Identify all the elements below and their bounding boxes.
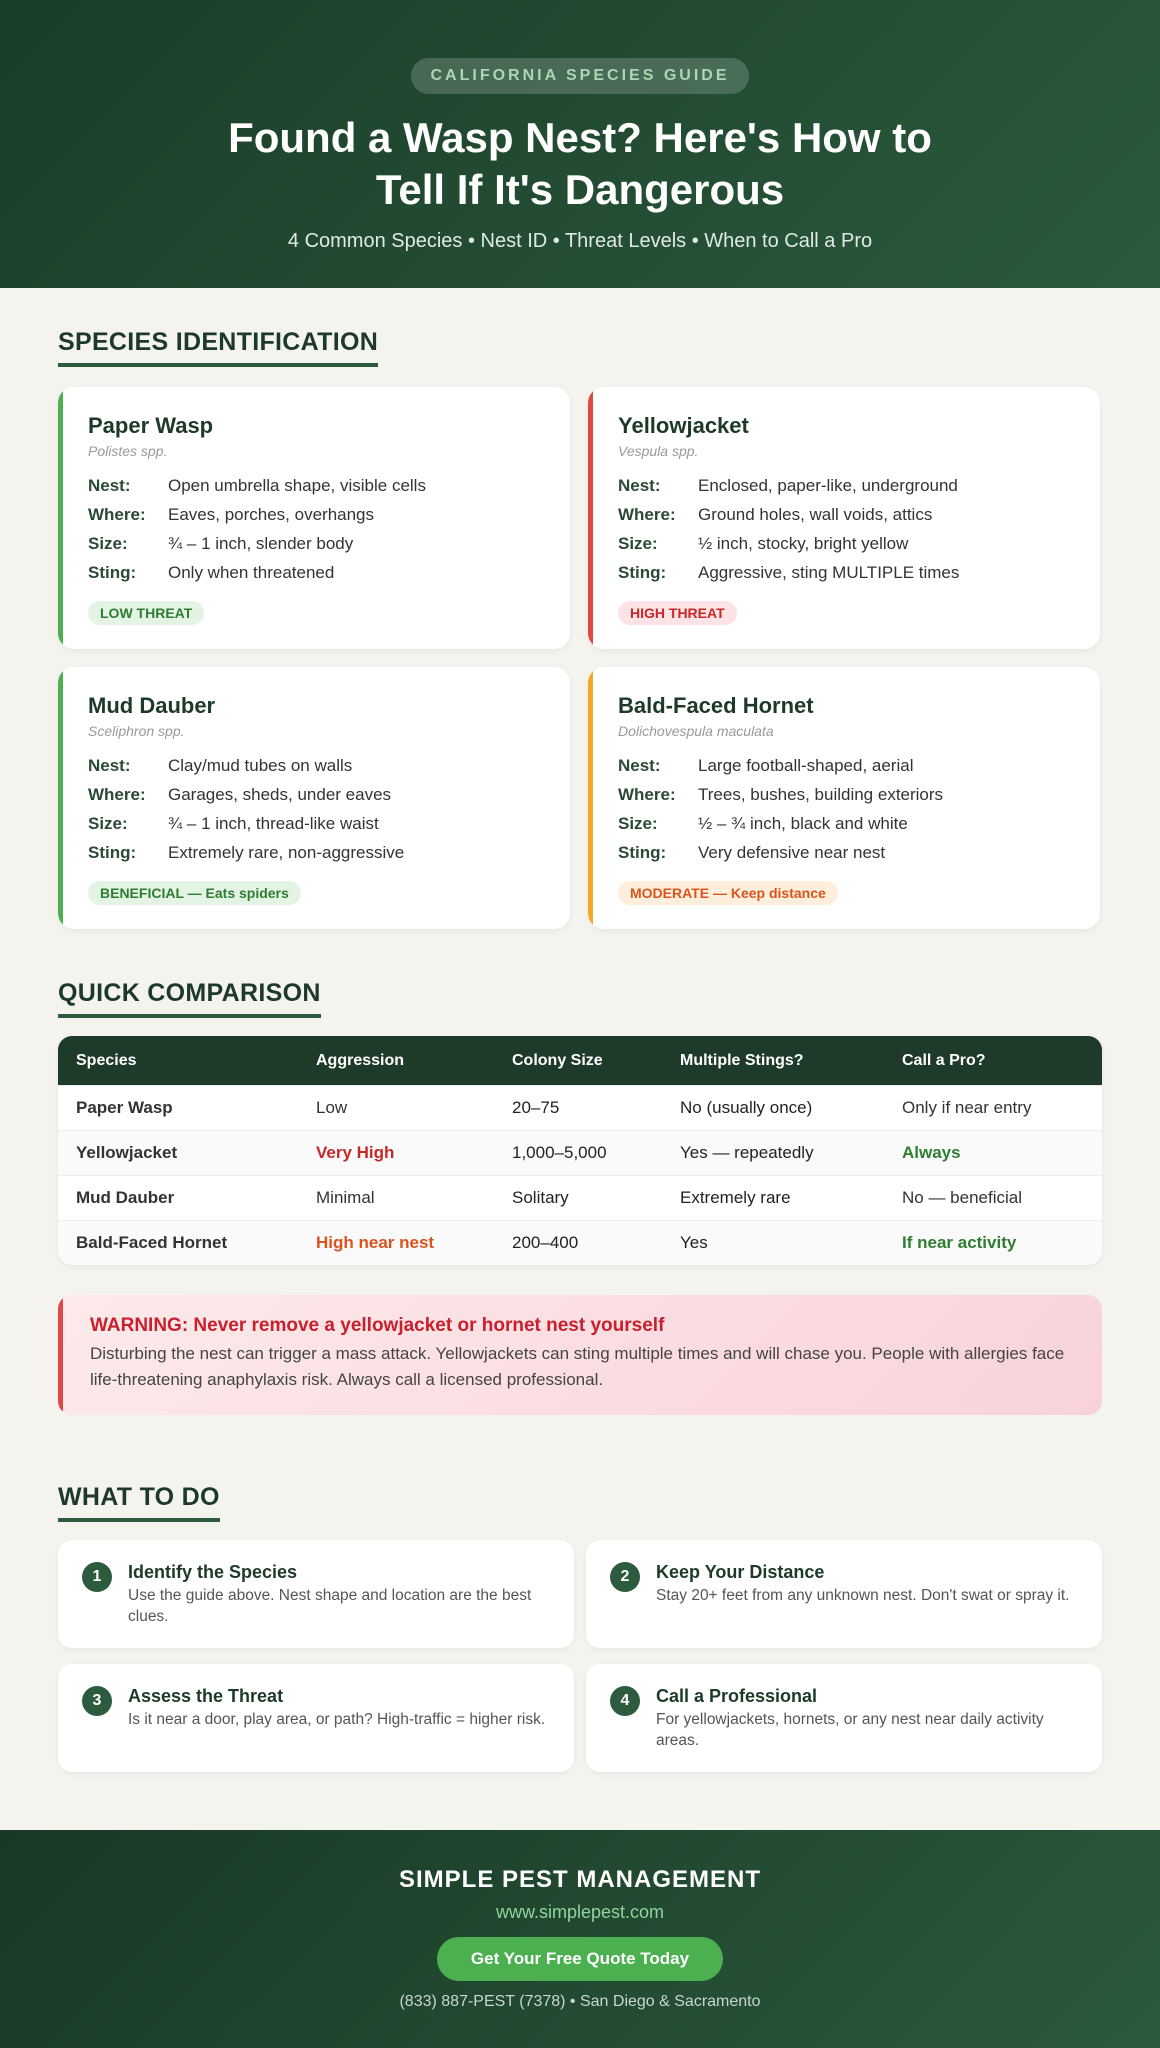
detail-label: Nest: — [618, 476, 661, 495]
detail-label: Nest: — [618, 756, 661, 775]
detail-value: ½ – ¾ inch, black and white — [698, 814, 908, 833]
step-number-badge: 1 — [82, 1562, 112, 1592]
step-description: Is it near a door, play area, or path? High-traffic = higher risk. — [128, 1711, 546, 1728]
todo-section-title: WHAT TO DO — [58, 1483, 220, 1522]
detail-label: Sting: — [88, 843, 137, 862]
table-cell-stings: Yes — [680, 1233, 708, 1252]
species-section-title: SPECIES IDENTIFICATION — [58, 328, 378, 367]
company-name: SIMPLE PEST MANAGEMENT — [398, 1866, 762, 1893]
species-details — [618, 471, 1072, 587]
table-cell-stings: Yes — repeatedly — [680, 1143, 814, 1162]
step-card — [58, 1540, 574, 1648]
threat-badge: BENEFICIAL — Eats spiders — [88, 881, 301, 905]
detail-value: Only when threatened — [168, 563, 335, 582]
step-title: Call a Professional — [656, 1686, 818, 1706]
table-cell-species: Bald-Faced Hornet — [76, 1233, 228, 1252]
detail-value: Garages, sheds, under eaves — [168, 785, 392, 804]
step-title: Keep Your Distance — [656, 1562, 825, 1582]
species-name: Mud Dauber — [88, 693, 216, 718]
step-description: Use the guide above. Nest shape and location are the best clues. — [128, 1587, 532, 1625]
warning-title: WARNING: Never remove a yellowjacket or hornet nest yourself — [90, 1315, 665, 1336]
detail-value: Open umbrella shape, visible cells — [168, 476, 426, 495]
table-cell-call-pro: If near activity — [902, 1233, 1017, 1252]
step-title: Identify the Species — [128, 1562, 298, 1582]
table-cell-stings: Extremely rare — [680, 1188, 791, 1207]
warning-body: Disturbing the nest can trigger a mass attack. Yellowjackets can sting multiple times and will chase you. People with allergies face life-threatening anaphylaxis risk. Always call a licensed professional. — [90, 1344, 1065, 1389]
table-cell-call-pro: Always — [902, 1143, 961, 1162]
table-cell-colony: Solitary — [512, 1188, 569, 1207]
page-subtitle: 4 Common Species • Nest ID • Threat Levels • When to Call a Pro — [287, 230, 873, 252]
table-header-cell: Colony Size — [512, 1051, 603, 1069]
step-description: For yellowjackets, hornets, or any nest near daily activity areas. — [656, 1711, 1044, 1749]
table-header-cell: Aggression — [316, 1051, 405, 1069]
detail-row — [618, 809, 1072, 838]
species-card — [58, 667, 570, 929]
detail-row — [618, 529, 1072, 558]
table-cell-colony: 20–75 — [512, 1098, 560, 1117]
page-title: Found a Wasp Nest? Here's How to Tell If It's Dangerous — [228, 114, 932, 213]
step-title: Assess the Threat — [128, 1686, 284, 1706]
detail-label: Size: — [88, 534, 128, 553]
detail-label: Sting: — [618, 563, 667, 582]
detail-row — [618, 751, 1072, 780]
comparison-section-title: QUICK COMPARISON — [58, 979, 321, 1018]
detail-row — [88, 529, 542, 558]
species-latin-name: Vespula spp. — [618, 443, 699, 459]
comparison-table — [58, 1036, 1102, 1265]
detail-label: Sting: — [88, 563, 137, 582]
detail-row — [618, 471, 1072, 500]
detail-value: ½ inch, stocky, bright yellow — [698, 534, 909, 553]
detail-row — [618, 780, 1072, 809]
detail-label: Nest: — [88, 476, 131, 495]
step-card — [586, 1664, 1102, 1772]
detail-value: Large football-shaped, aerial — [698, 756, 914, 775]
species-latin-name: Dolichovespula maculata — [618, 723, 774, 739]
step-number-badge: 3 — [82, 1686, 112, 1716]
table-cell-call-pro: No — beneficial — [902, 1188, 1023, 1207]
step-card — [586, 1540, 1102, 1648]
species-details — [88, 751, 542, 867]
species-card — [588, 387, 1100, 649]
detail-value: Aggressive, sting MULTIPLE times — [698, 563, 960, 582]
detail-label: Where: — [618, 505, 676, 524]
detail-label: Size: — [88, 814, 128, 833]
footer — [0, 1830, 1160, 2048]
detail-row — [88, 558, 542, 587]
detail-row — [618, 558, 1072, 587]
species-latin-name: Polistes spp. — [88, 443, 168, 459]
table-cell-species: Mud Dauber — [76, 1188, 175, 1207]
detail-label: Sting: — [618, 843, 667, 862]
detail-row — [88, 500, 542, 529]
todo-steps — [58, 1540, 1102, 1772]
detail-value: ¾ – 1 inch, thread-like waist — [168, 814, 379, 833]
table-cell-colony: 200–400 — [512, 1233, 579, 1252]
table-cell-call-pro: Only if near entry — [902, 1098, 1032, 1117]
detail-row — [88, 809, 542, 838]
species-details — [618, 751, 1072, 867]
table-cell-colony: 1,000–5,000 — [512, 1143, 607, 1162]
detail-value: Trees, bushes, building exteriors — [698, 785, 944, 804]
species-details — [88, 471, 542, 587]
step-number-badge: 4 — [610, 1686, 640, 1716]
species-name: Yellowjacket — [618, 413, 749, 438]
detail-label: Nest: — [88, 756, 131, 775]
table-cell-species: Paper Wasp — [76, 1098, 173, 1117]
table-header-cell: Multiple Stings? — [680, 1051, 804, 1069]
step-card — [58, 1664, 574, 1772]
detail-label: Size: — [618, 534, 658, 553]
detail-label: Where: — [88, 785, 146, 804]
step-text — [128, 1686, 545, 1772]
website-link[interactable]: www.simplepest.com — [495, 1902, 665, 1922]
threat-badge: LOW THREAT — [88, 601, 204, 625]
step-number-badge: 2 — [610, 1562, 640, 1592]
species-cards — [58, 387, 1102, 929]
detail-row — [618, 838, 1072, 867]
threat-badge: MODERATE — Keep distance — [618, 881, 838, 905]
detail-value: Extremely rare, non-aggressive — [168, 843, 405, 862]
free-quote-button[interactable]: Get Your Free Quote Today — [437, 1937, 723, 1981]
hero-header — [0, 0, 1160, 288]
table-row — [58, 1085, 1102, 1130]
detail-row — [88, 471, 542, 500]
detail-value: Enclosed, paper-like, underground — [698, 476, 958, 495]
detail-value: Very defensive near nest — [698, 843, 886, 862]
species-card — [58, 387, 570, 649]
table-row — [58, 1175, 1102, 1220]
detail-value: Ground holes, wall voids, attics — [698, 505, 933, 524]
table-cell-aggression: Minimal — [316, 1188, 375, 1207]
table-row — [58, 1130, 1102, 1175]
step-text — [656, 1686, 1078, 1772]
detail-value: ¾ – 1 inch, slender body — [168, 534, 354, 553]
step-description: Stay 20+ feet from any unknown nest. Don't swat or spray it. — [656, 1587, 1070, 1604]
detail-row — [88, 838, 542, 867]
detail-row — [88, 751, 542, 780]
detail-label: Where: — [618, 785, 676, 804]
detail-value: Eaves, porches, overhangs — [168, 505, 375, 524]
table-header-cell: Species — [76, 1051, 137, 1069]
table-header-row — [58, 1036, 1102, 1085]
table-row — [58, 1220, 1102, 1265]
species-latin-name: Sceliphron spp. — [88, 723, 185, 739]
warning-callout — [58, 1295, 1102, 1415]
species-name: Bald-Faced Hornet — [618, 693, 814, 718]
detail-row — [618, 500, 1072, 529]
table-cell-aggression: Very High — [316, 1143, 395, 1162]
species-name: Paper Wasp — [88, 413, 214, 438]
table-cell-species: Yellowjacket — [76, 1143, 178, 1162]
table-cell-aggression: High near nest — [316, 1233, 435, 1252]
step-text — [656, 1562, 1069, 1648]
main-content — [0, 328, 1160, 1772]
region-badge: CALIFORNIA SPECIES GUIDE — [411, 58, 750, 94]
contact-info: (833) 887-PEST (7378) • San Diego & Sacramento — [399, 1993, 761, 2010]
detail-value: Clay/mud tubes on walls — [168, 756, 353, 775]
step-text — [128, 1562, 550, 1648]
species-card — [588, 667, 1100, 929]
table-header-cell: Call a Pro? — [902, 1051, 986, 1069]
table-cell-aggression: Low — [316, 1098, 348, 1117]
table-cell-stings: No (usually once) — [680, 1098, 813, 1117]
detail-row — [88, 780, 542, 809]
detail-label: Where: — [88, 505, 146, 524]
threat-badge: HIGH THREAT — [618, 601, 737, 625]
detail-label: Size: — [618, 814, 658, 833]
